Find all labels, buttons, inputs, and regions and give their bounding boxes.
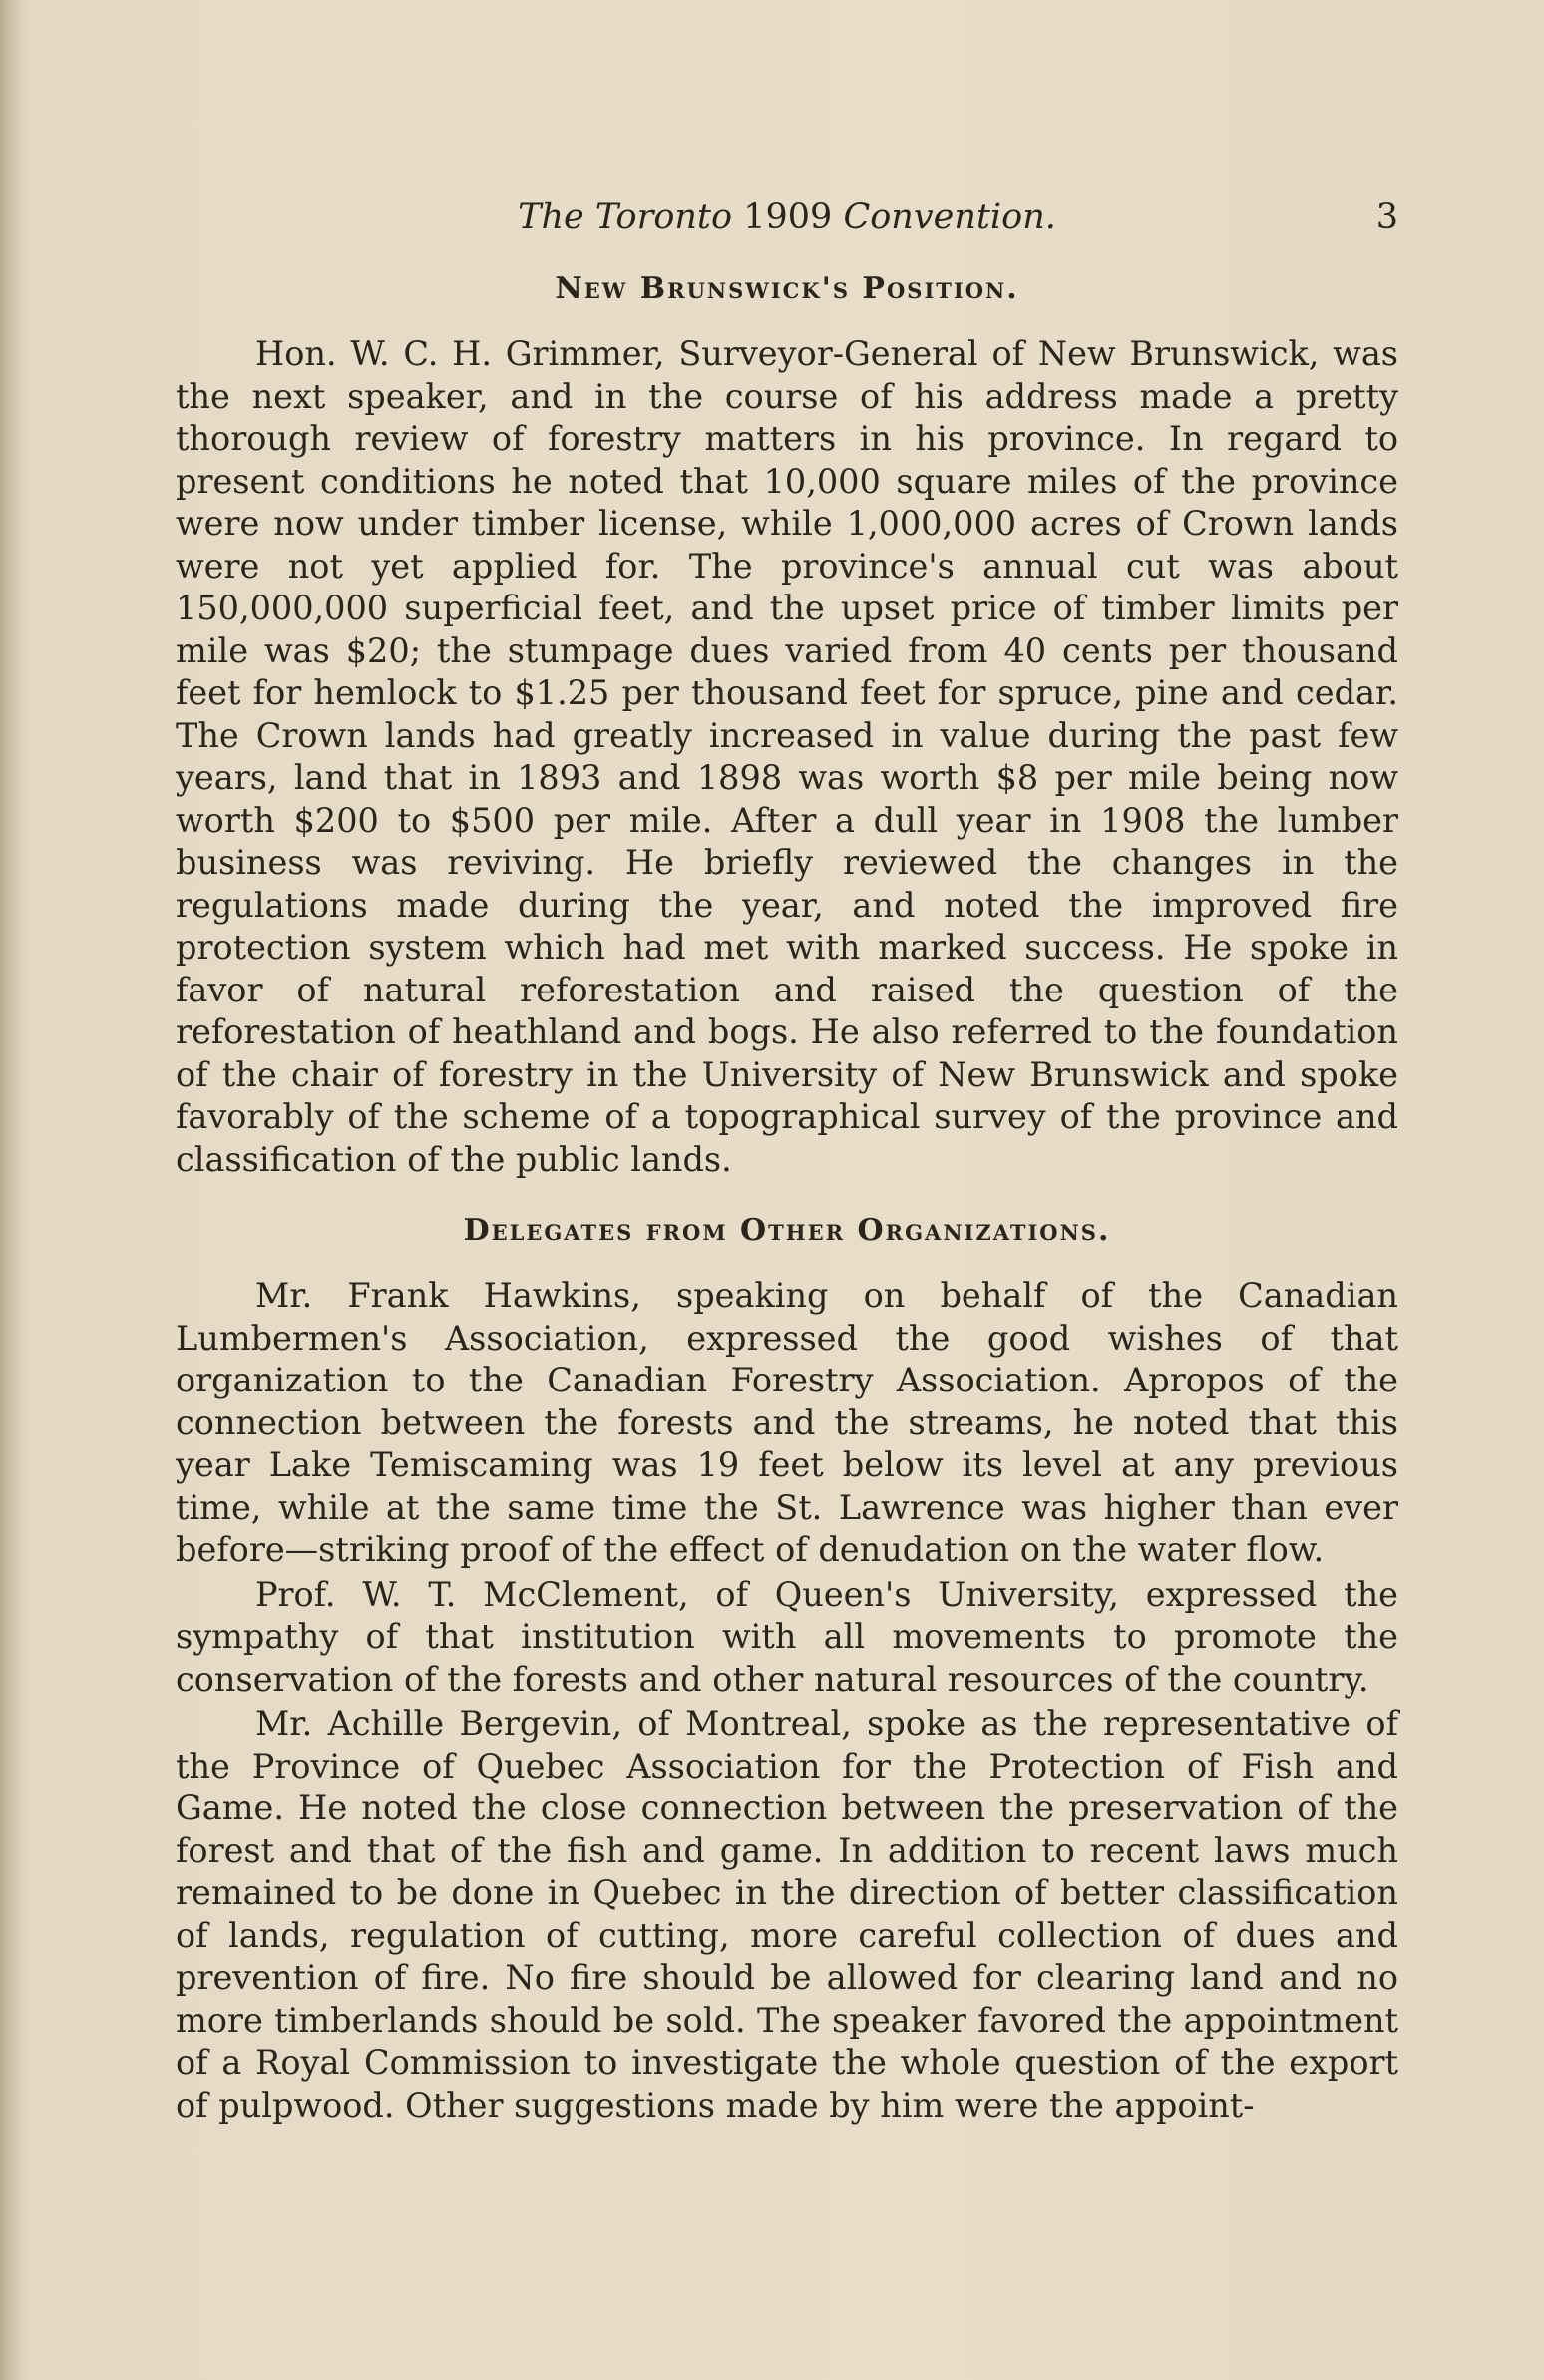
page-text-block <box>176 190 1398 2129</box>
page-number: 3 <box>1375 198 1398 237</box>
paragraph-hawkins: Mr. Frank Hawkins, speaking on behalf of the Canadian Lumbermen's Association, expressed the good wishes of that organization to the Canadian Forestry Association. Apropos of the connection between the forests and the streams, he noted that this year Lake Temiscaming was 19 feet below its level at any previous time, while at the same time the St. Lawrence was higher than ever before—striking proof of the effect of denudation on the water flow. <box>176 1276 1398 1569</box>
running-title-toronto: Toronto <box>594 198 733 237</box>
running-title-the: The <box>518 198 584 237</box>
section-heading-new-brunswick: New Brunswick's Position. <box>555 271 1019 306</box>
paragraph-mcclement: Prof. W. T. McClement, of Queen's University, expressed the sympathy of that institution with all movements to promote the conservation of the forests and other natural resources of the country. <box>176 1574 1398 1699</box>
running-title <box>176 190 1398 245</box>
running-head <box>176 190 1398 245</box>
running-title-convention: Convention. <box>843 198 1056 237</box>
section-heading-delegates: Delegates from Other Organizations. <box>463 1213 1111 1248</box>
paragraph-grimmer: Hon. W. C. H. Grimmer, Surveyor-General of New Brunswick, was the next speaker, and in the course of his address made a pretty thorough review of forestry matters in his province. In regard to present conditions he noted that 10,000 square miles of the province were now under timber license, while 1,000,000 acres of Crown lands were not yet applied for. The province's annual cut was about 150,000,000 superficial feet, and the upset price of timber limits per mile was $20; the stumpage dues varied from 40 cents per thousand feet for hemlock to $1.25 per thousand feet for spruce, pine and cedar. The Crown lands had greatly increased in value during the past few years, land that in 1893 and 1898 was worth $8 per mile being now worth $200 to $500 per mile. After a dull year in 1908 the lumber business was reviving. He briefly reviewed the changes in the regulations made during the year, and noted the improved fire protection system which had met with marked success. He spoke in favor of natural reforestation and raised the question of the reforestation of heathland and bogs. He also referred to the foundation of the chair of forestry in the University of New Brunswick and spoke favorably of the scheme of a topographical survey of the province and classification of the public lands. <box>176 334 1398 1179</box>
paragraph-bergevin: Mr. Achille Bergevin, of Montreal, spoke as the representative of the Province of Quebec Association for the Protection of Fish and Game. He noted the close connection between the preservation of the forest and that of the fish and game. In addition to recent laws much remained to be done in Quebec in the direction of better classification of lands, regulation of cutting, more careful collection of dues and prevention of fire. No fire should be allowed for clearing land and no more timberlands should be sold. The speaker favored the appointment of a Royal Commission to investigate the whole question of the export of pulpwood. Other suggestions made by him were the appoint- <box>176 1704 1398 2125</box>
page-binding-edge <box>0 0 22 2380</box>
running-title-year: 1909 <box>743 198 833 237</box>
